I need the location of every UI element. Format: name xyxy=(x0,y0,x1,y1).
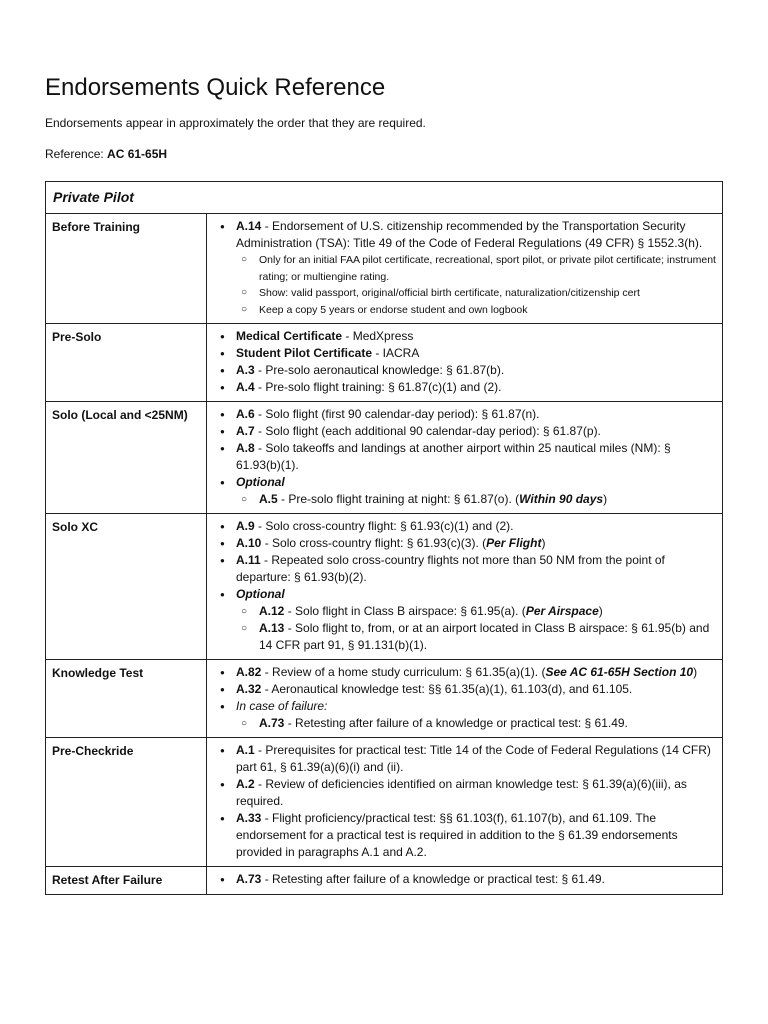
list-item xyxy=(213,328,716,345)
list-item xyxy=(213,440,716,474)
list-item xyxy=(213,810,716,861)
endorsement-code: Medical Certificate xyxy=(236,329,343,343)
list-item xyxy=(213,406,716,423)
optional-label: Optional xyxy=(236,475,285,489)
stage-label: Before Training xyxy=(46,214,207,324)
sub-list-item: ○ Only for an initial FAA pilot certificate, recreational, sport pilot, or private pilot certificate; instrument rating; or multiengine rating. xyxy=(236,252,716,285)
stage-label: Retest After Failure xyxy=(46,867,207,895)
table-row xyxy=(46,324,723,402)
list-item xyxy=(213,552,716,586)
endorsement-code: A.73 xyxy=(259,716,285,730)
list-item xyxy=(213,423,716,440)
list-item xyxy=(213,742,716,776)
list-item xyxy=(213,345,716,362)
endorsement-text: - Aeronautical knowledge test: §§ 61.35(a)(1), 61.103(d), and 61.105. xyxy=(261,682,633,696)
list-item xyxy=(213,586,716,654)
endorsement-text: - Pre-solo flight training at night: § 61.87(o). ( xyxy=(277,492,520,506)
endorsement-text: - Review of deficiencies identified on airman knowledge test: § 61.39(a)(6)(iii), as required. xyxy=(236,777,687,808)
list-item xyxy=(213,698,716,732)
endorsement-code: A.3 xyxy=(236,363,255,377)
endorsement-code: A.7 xyxy=(236,424,255,438)
sub-list-item xyxy=(236,491,716,508)
table-row xyxy=(46,660,723,738)
endorsement-code: A.12 xyxy=(259,604,285,618)
endorsement-code: A.2 xyxy=(236,777,255,791)
reference-value: AC 61-65H xyxy=(107,147,168,161)
endorsement-text: - Flight proficiency/practical test: §§ 61.103(f), 61.107(b), and 61.109. The endorsement for a practical test is required in addition to the § 61.39 endorsements provided in paragraphs A.1 and A.2. xyxy=(236,811,678,859)
endorsement-note: See AC 61-65H Section 10 xyxy=(545,665,694,679)
endorsement-note: Per Airspace xyxy=(525,604,599,618)
table-row xyxy=(46,514,723,660)
endorsement-code: A.9 xyxy=(236,519,255,533)
endorsement-text: - MedXpress xyxy=(342,329,414,343)
list-item xyxy=(213,681,716,698)
endorsement-tail: ) xyxy=(603,492,608,506)
endorsement-text: - Retesting after failure of a knowledge or practical test: § 61.49. xyxy=(261,872,605,886)
endorsement-list-cell xyxy=(207,514,723,660)
endorsement-list-cell xyxy=(207,324,723,402)
list-item xyxy=(213,379,716,396)
table-row xyxy=(46,867,723,895)
endorsement-text: - Pre-solo aeronautical knowledge: § 61.87(b). xyxy=(254,363,505,377)
table-row xyxy=(46,738,723,867)
endorsement-code: A.4 xyxy=(236,380,255,394)
endorsement-text: - Endorsement of U.S. citizenship recommended by the Transportation Security Administration (TSA): Title 49 of the Code of Federal Regulations (49 CFR) § 1552.3(h). xyxy=(236,219,703,250)
endorsement-text: - Solo flight (first 90 calendar-day period): § 61.87(n). xyxy=(254,407,540,421)
list-item xyxy=(213,664,716,681)
list-item xyxy=(213,474,716,508)
stage-label: Solo XC xyxy=(46,514,207,660)
reference-line xyxy=(45,146,167,162)
list-item xyxy=(213,218,716,318)
sub-list-item: ○ Keep a copy 5 years or endorse student and own logbook xyxy=(236,302,716,319)
list-item xyxy=(213,535,716,552)
endorsement-tail: ) xyxy=(693,665,698,679)
list-item xyxy=(213,362,716,379)
endorsement-text: - Solo flight in Class B airspace: § 61.95(a). ( xyxy=(284,604,526,618)
table-row xyxy=(46,214,723,324)
endorsement-note: Per Flight xyxy=(486,536,542,550)
endorsement-code: A.13 xyxy=(259,621,285,635)
endorsement-code: A.32 xyxy=(236,682,262,696)
endorsement-code: A.6 xyxy=(236,407,255,421)
sub-list-item: ○ Show: valid passport, original/official birth certificate, naturalization/citizenship cert xyxy=(236,285,716,302)
endorsement-text: - IACRA xyxy=(372,346,420,360)
endorsement-code: A.14 xyxy=(236,219,262,233)
endorsement-tail: ) xyxy=(541,536,546,550)
endorsement-text: - Solo cross-country flight: § 61.93(c)(1) and (2). xyxy=(254,519,514,533)
list-item xyxy=(213,871,716,888)
page-title: Endorsements Quick Reference xyxy=(45,74,386,101)
endorsement-list-cell xyxy=(207,660,723,738)
sub-list-item xyxy=(236,620,716,654)
stage-label: Pre-Checkride xyxy=(46,738,207,867)
endorsement-text: - Solo takeoffs and landings at another airport within 25 nautical miles (NM): § 61.93(b)(1). xyxy=(236,441,671,472)
table-row xyxy=(46,402,723,514)
endorsement-text: - Solo flight (each additional 90 calendar-day period): § 61.87(p). xyxy=(254,424,601,438)
endorsement-list-cell xyxy=(207,867,723,895)
intro-text: Endorsements appear in approximately the order that they are required. xyxy=(45,116,426,130)
endorsement-code: A.5 xyxy=(259,492,278,506)
endorsement-text: - Review of a home study curriculum: § 61.35(a)(1). ( xyxy=(261,665,546,679)
failure-label: In case of failure: xyxy=(236,699,328,713)
endorsement-text: - Pre-solo flight training: § 61.87(c)(1) and (2). xyxy=(254,380,502,394)
endorsement-list-cell xyxy=(207,402,723,514)
stage-label: Pre-Solo xyxy=(46,324,207,402)
endorsement-text: - Prerequisites for practical test: Title 14 of the Code of Federal Regulations (14 CFR) part 61, § 61.39(a)(6)(i) and (ii). xyxy=(236,743,711,774)
list-item xyxy=(213,518,716,535)
endorsement-code: Student Pilot Certificate xyxy=(236,346,373,360)
endorsements-table xyxy=(45,181,723,895)
endorsement-list-cell xyxy=(207,738,723,867)
stage-label: Knowledge Test xyxy=(46,660,207,738)
sub-list-item xyxy=(236,715,716,732)
endorsement-code: A.10 xyxy=(236,536,262,550)
endorsement-text: - Retesting after failure of a knowledge or practical test: § 61.49. xyxy=(284,716,628,730)
reference-label: Reference: xyxy=(45,147,104,161)
endorsement-code: A.73 xyxy=(236,872,262,886)
stage-label: Solo (Local and <25NM) xyxy=(46,402,207,514)
endorsement-tail: ) xyxy=(598,604,603,618)
list-item xyxy=(213,776,716,810)
endorsement-code: A.33 xyxy=(236,811,262,825)
endorsement-text: - Repeated solo cross-country flights not more than 50 NM from the point of departure: § 61.93(b)(2). xyxy=(236,553,665,584)
endorsement-code: A.1 xyxy=(236,743,255,757)
endorsement-list-cell xyxy=(207,214,723,324)
endorsement-code: A.82 xyxy=(236,665,262,679)
endorsement-note: Within 90 days xyxy=(519,492,604,506)
section-header-row xyxy=(46,182,723,214)
section-title: Private Pilot xyxy=(46,182,723,214)
endorsement-code: A.11 xyxy=(236,553,261,567)
endorsement-code: A.8 xyxy=(236,441,255,455)
optional-label: Optional xyxy=(236,587,285,601)
endorsement-text: - Solo flight to, from, or at an airport located in Class B airspace: § 61.95(b) and 14 CFR part 91, § 91.131(b)(1). xyxy=(259,621,710,652)
sub-list-item xyxy=(236,603,716,620)
endorsement-text: - Solo cross-country flight: § 61.93(c)(3). ( xyxy=(261,536,487,550)
